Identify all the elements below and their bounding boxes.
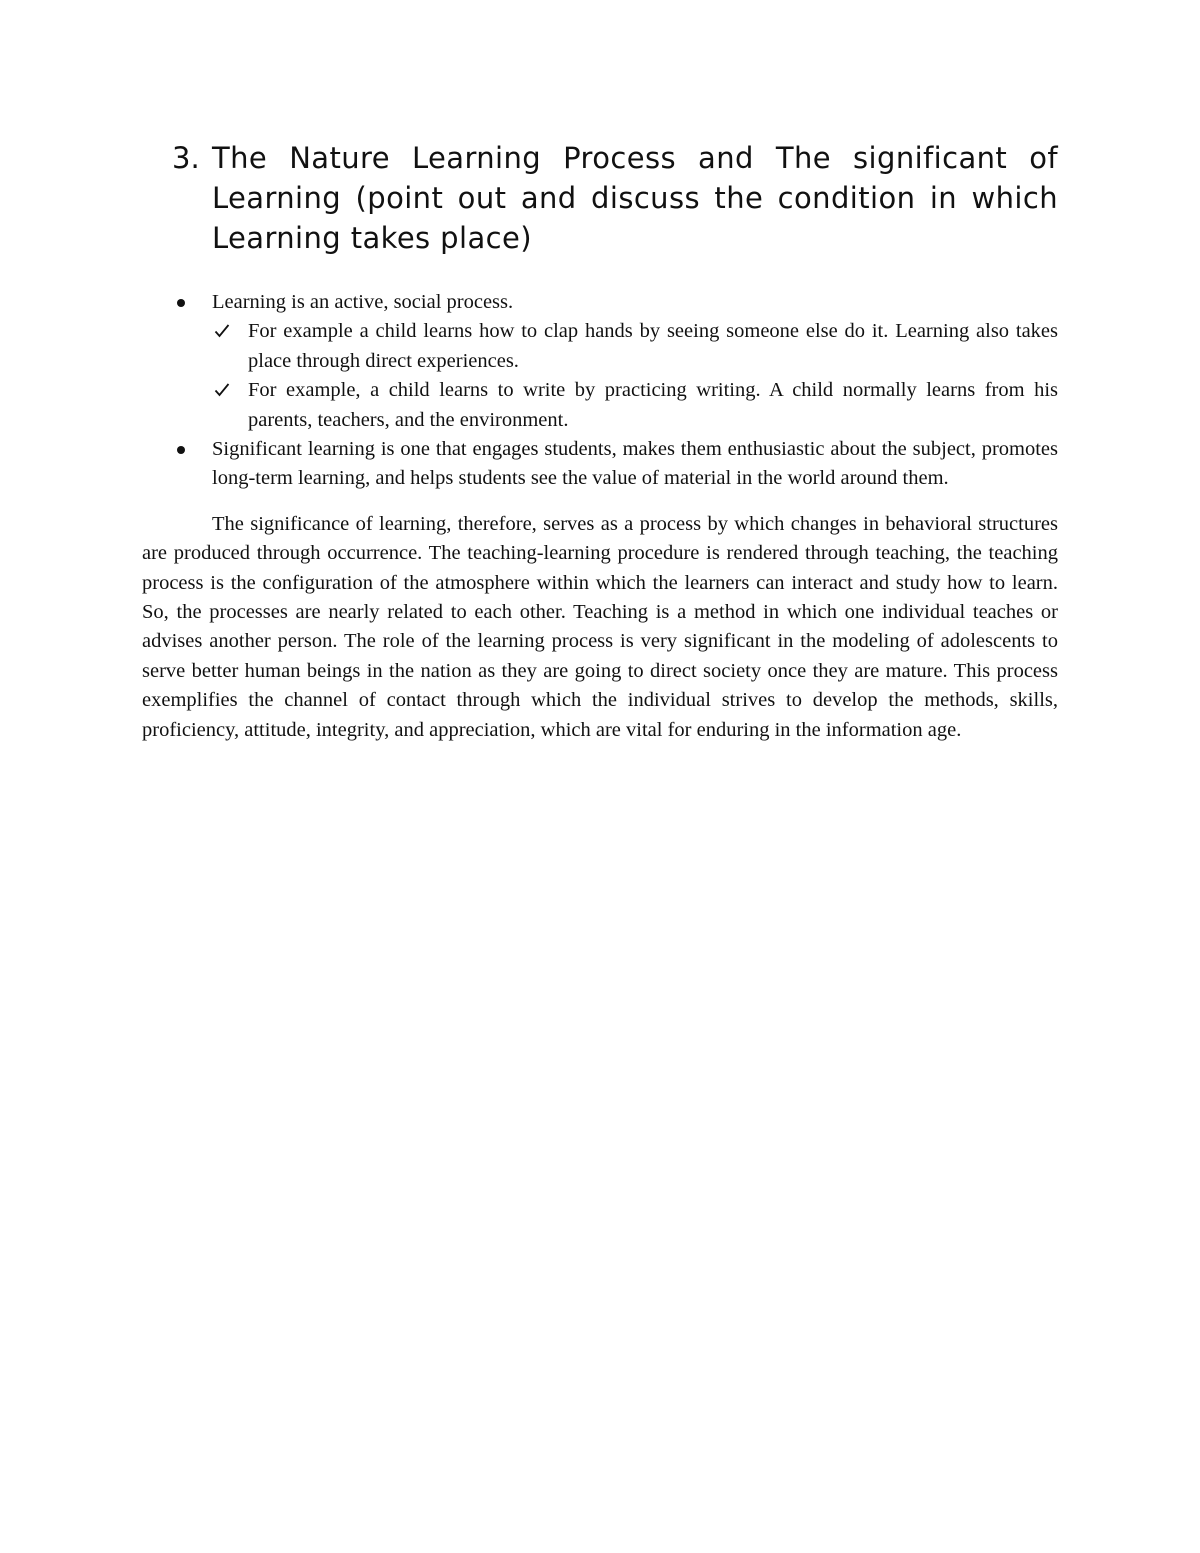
bullet-item [172,435,1058,494]
section-heading [172,138,1058,258]
checkmark-icon [212,317,248,376]
check-text: For example a child learns how to clap hands by seeing someone else do it. Learning also takes place through direct experiences. [248,320,1058,372]
body-paragraph: The significance of learning, therefore, serves as a process by which changes in behavioral structures are produced through occurrence. The teaching-learning procedure is rendered through teaching, the teaching process is the configuration of the atmosphere within which the learners can interact and study how to learn. So, the processes are nearly related to each other. Teaching is a method in which one individual teaches or advises another person. The role of the learning process is very significant in the modeling of adolescents to serve better human beings in the nation as they are going to direct society once they are mature. This process exemplifies the channel of contact through which the individual strives to develop the methods, skills, proficiency, attitude, integrity, and appreciation, which are vital for enduring in the information age. [142,512,1058,741]
check-text: For example, a child learns to write by practicing writing. A child normally learns from his parents, teachers, and the environment. [248,379,1058,431]
heading-title: The Nature Learning Process and The significant of Learning (point out and discuss the condition in which Learning takes place) [212,141,1058,255]
checkmark-icon [212,376,248,435]
document-body [142,288,1058,766]
bullet-text: Significant learning is one that engages students, makes them enthusiastic about the subject, promotes long-term learning, and helps students see the value of material in the world around them. [212,438,1058,490]
bullet-text: Learning is an active, social process. [212,291,514,313]
bullet-item [172,288,1058,317]
heading-number: 3. [172,141,200,175]
bullet-dot-icon [172,288,212,317]
check-item [212,317,1058,376]
check-item [212,376,1058,435]
bullet-dot-icon [172,435,212,494]
